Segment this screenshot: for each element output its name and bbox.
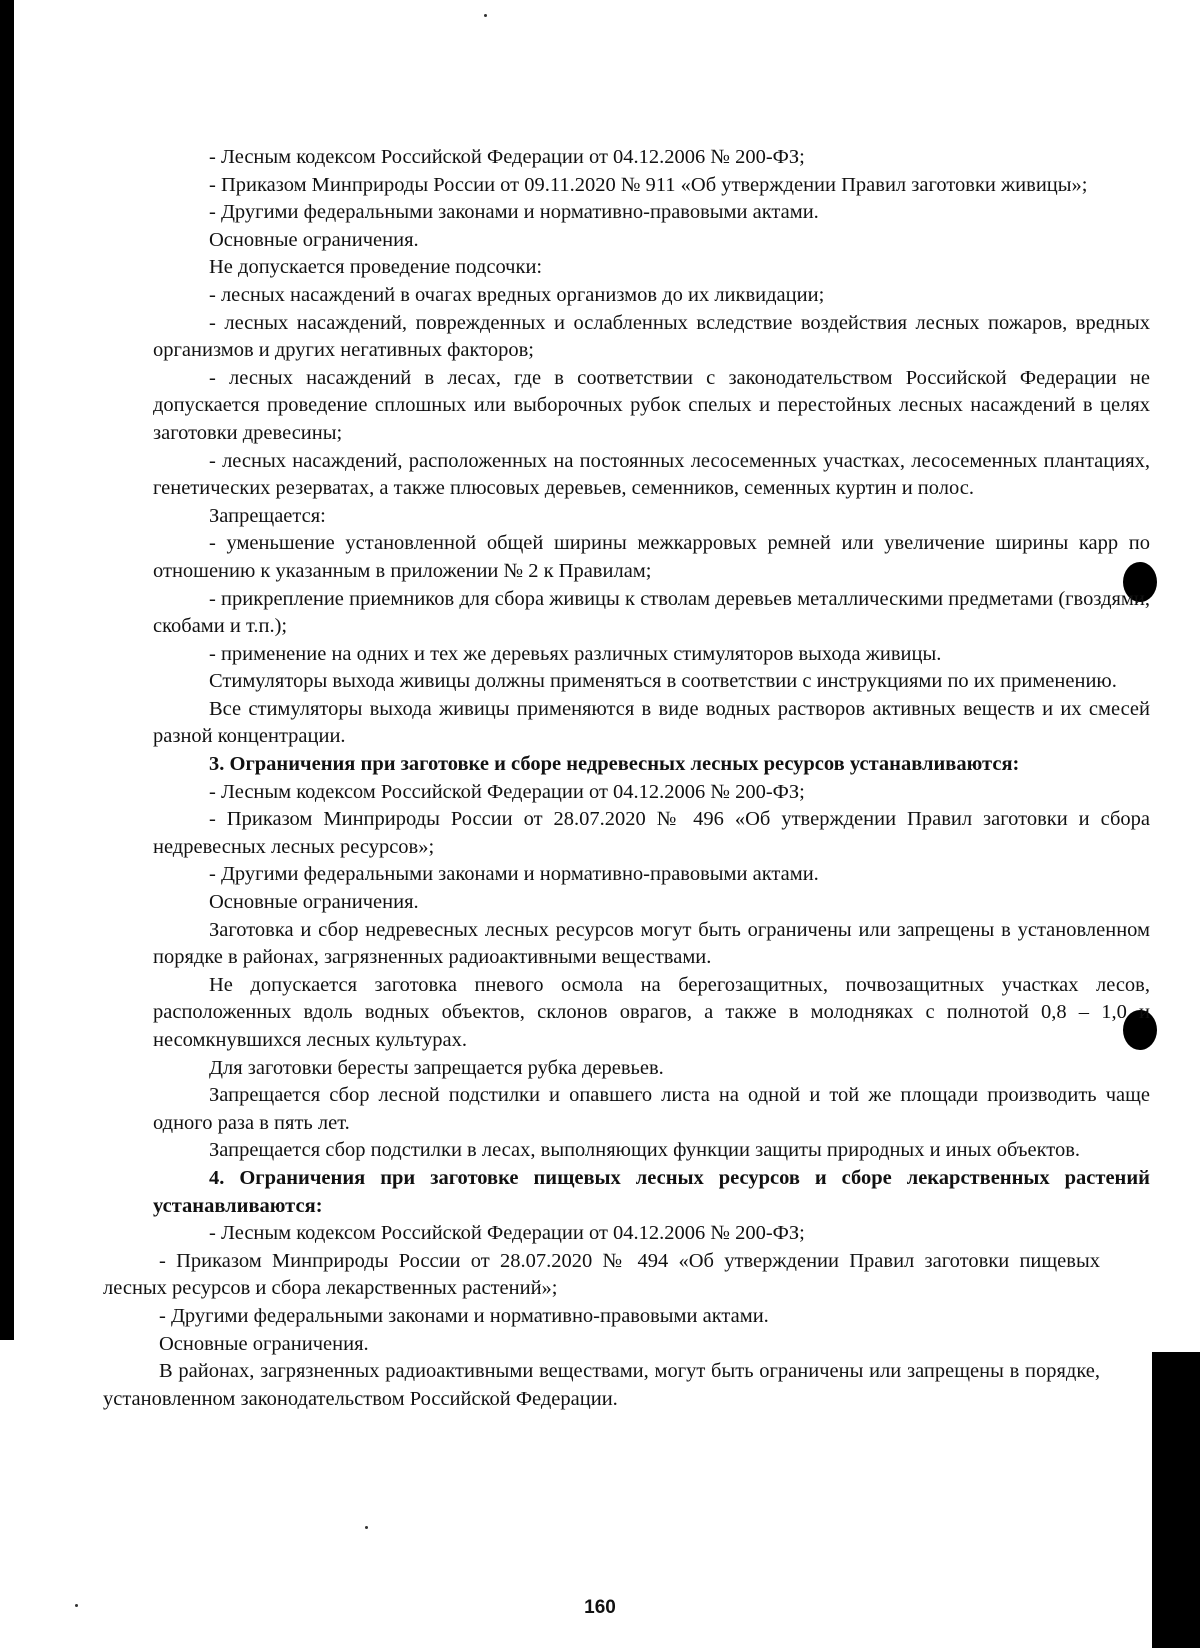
- scan-speck: [484, 14, 487, 17]
- paragraph: - уменьшение установленной общей ширины межкарровых ремней или увеличение ширины карр по отношению к указанным в приложении № 2 к Правилам;: [153, 532, 1150, 582]
- paragraph: В районах, загрязненных радиоактивными веществами, могут быть ограничены или запрещены в порядке, установленном законодательством Российской Федерации.: [103, 1360, 1100, 1410]
- paragraph: - Другими федеральными законами и нормативно-правовыми актами.: [159, 1304, 769, 1327]
- paragraph: Не допускается заготовка пневого осмола на берегозащитных, почвозащитных участках лесов, расположенных вдоль водных объектов, склонов оврагов, а также в молодняках с полнотой 0,8 – 1,0 и несомкнувшихся лесных культурах.: [153, 973, 1150, 1051]
- paragraph: - Лесным кодексом Российской Федерации от 04.12.2006 № 200-ФЗ;: [209, 780, 805, 803]
- paragraph: - Приказом Минприроды России от 28.07.2020 № 496 «Об утверждении Правил заготовки и сбора недревесных лесных ресурсов»;: [153, 808, 1150, 858]
- paragraph: - Приказом Минприроды России от 09.11.2020 № 911 «Об утверждении Правил заготовки живицы»;: [209, 173, 1088, 196]
- paragraph: Основные ограничения.: [209, 891, 419, 914]
- paragraph: Основные ограничения.: [159, 1332, 369, 1355]
- paragraph: Стимуляторы выхода живицы должны применяться в соответствии с инструкциями по их применению.: [209, 670, 1117, 693]
- paragraph: - лесных насаждений в лесах, где в соответствии с законодательством Российской Федерации не допускается проведение сплошных или выборочных рубок спелых и перестойных лесных насаждений в целях заготовки древесины;: [153, 366, 1150, 444]
- paragraph: Для заготовки бересты запрещается рубка деревьев.: [209, 1056, 664, 1079]
- paragraph: Все стимуляторы выхода живицы применяются в виде водных растворов активных веществ и их смесей разной концентрации.: [153, 697, 1150, 748]
- paragraph: Не допускается проведение подсочки:: [209, 256, 543, 279]
- section-heading: 3. Ограничения при заготовке и сборе недревесных лесных ресурсов устанавливаются:: [209, 753, 1020, 776]
- paragraph: - Приказом Минприроды России от 28.07.2020 № 494 «Об утверждении Правил заготовки пищевых лесных ресурсов и сбора лекарственных растений»;: [103, 1249, 1100, 1300]
- paragraph: Запрещается сбор подстилки в лесах, выполняющих функции защиты природных и иных объектов.: [209, 1139, 1081, 1162]
- page-number: 160: [584, 1597, 616, 1618]
- paragraph: - Лесным кодексом Российской Федерации от 04.12.2006 № 200-ФЗ;: [209, 1222, 805, 1245]
- paragraph: Запрещается:: [209, 504, 326, 527]
- paragraph: - прикрепление приемников для сбора живицы к стволам деревьев металлическими предметами (гвоздями, скобами и т.п.);: [153, 587, 1150, 638]
- paragraph: Заготовка и сбор недревесных лесных ресурсов могут быть ограничены или запрещены в установленном порядке в районах, загрязненных радиоактивными веществами.: [153, 918, 1150, 969]
- paragraph: Основные ограничения.: [209, 228, 419, 251]
- paragraph: - лесных насаждений, расположенных на постоянных лесосеменных участках, лесосеменных плантациях, генетических резерватах, а также плюсовых деревьев, семенников, семенных куртин и полос.: [153, 449, 1150, 500]
- paragraph: - Другими федеральными законами и нормативно-правовыми актами.: [209, 863, 819, 886]
- section-heading: 4. Ограничения при заготовке пищевых лесных ресурсов и сборе лекарственных растений устанавливаются:: [153, 1166, 1150, 1217]
- paragraph: - Другими федеральными законами и нормативно-правовыми актами.: [209, 201, 819, 224]
- scan-edge-left: [0, 0, 14, 1340]
- paragraph: - лесных насаждений, поврежденных и ослабленных вследствие воздействия лесных пожаров, вредных организмов и других негативных факторов;: [153, 311, 1150, 362]
- document-body: [103, 144, 1150, 1413]
- paragraph: Запрещается сбор лесной подстилки и опавшего листа на одной и той же площади производить чаще одного раза в пять лет.: [153, 1084, 1150, 1134]
- paragraph: - применение на одних и тех же деревьях различных стимуляторов выхода живицы.: [209, 642, 942, 665]
- paragraph: - Лесным кодексом Российской Федерации от 04.12.2006 № 200-ФЗ;: [209, 146, 805, 168]
- paragraph: - лесных насаждений в очагах вредных организмов до их ликвидации;: [209, 283, 825, 306]
- scan-speck: [365, 1526, 368, 1529]
